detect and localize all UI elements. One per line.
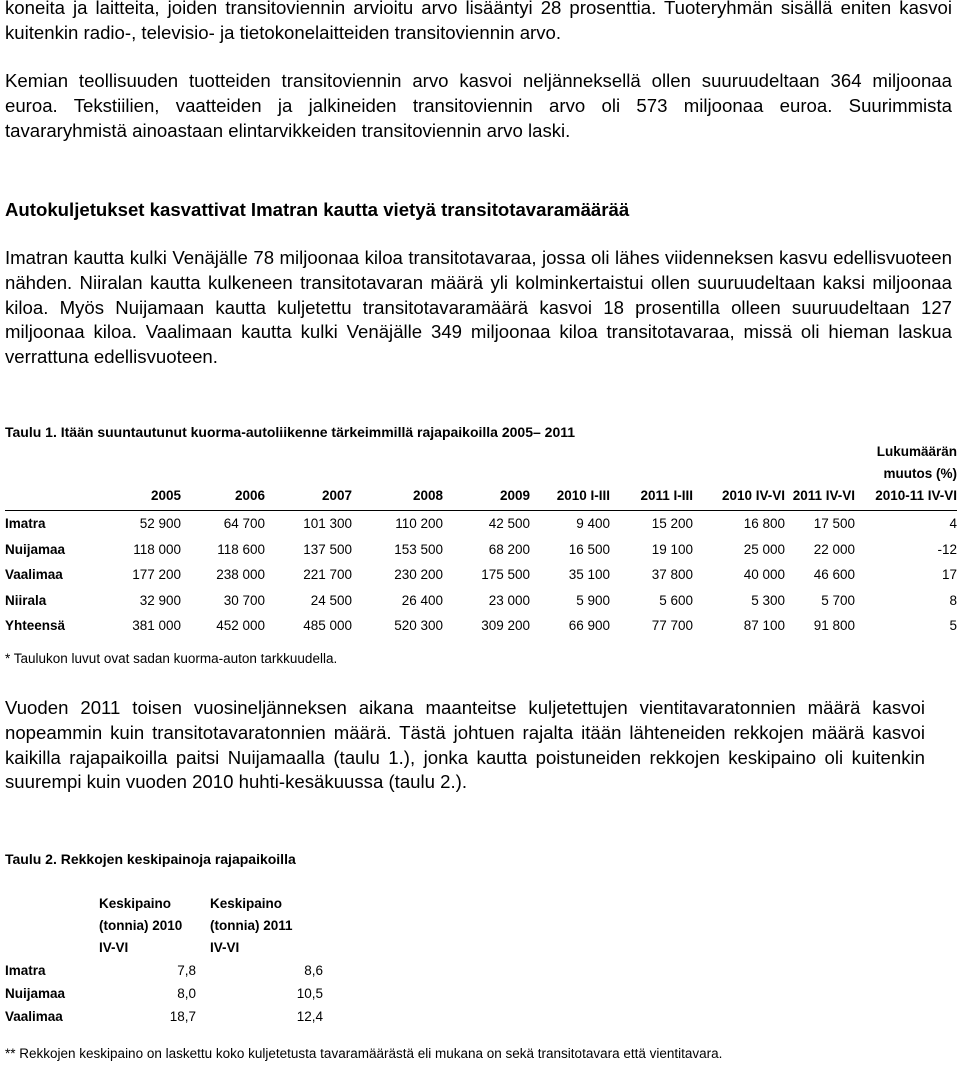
table2-col-header: Keskipaino (tonnia) 2011 IV-VI <box>210 896 293 955</box>
table2-header <box>5 893 335 961</box>
table1 <box>5 440 957 639</box>
paragraph-trucks: Vuoden 2011 toisen vuosineljänneksen aikana maanteitse kuljetettujen vientitavaratonnien määrä kasvoi nopeammin kuin transitotavaratonnien määrä. Tästä johtuen rajalta itään lähteneiden rekkojen määrä kasvoi kaikilla rajapaikoilla paitsi Nuijamaalla (taulu 1.), jonka kautta poistuneiden rekkojen keskipaino oli kuitenkin suurempi kuin vuoden 2010 huhti-kesäkuussa (taulu 2.). <box>5 697 925 793</box>
table1-col-header: 2009 <box>499 488 530 503</box>
table-cell: 8,6 <box>304 963 323 978</box>
table-cell: 10,5 <box>296 986 323 1001</box>
row-label: Imatra <box>5 963 46 978</box>
table-cell: 7,8 <box>177 963 196 978</box>
table1-header <box>5 440 957 510</box>
table-row <box>5 588 957 614</box>
table1-change-header-line3: 2010-11 IV-VI <box>875 488 957 503</box>
table2-note: ** Rekkojen keskipaino on laskettu koko kuljetetusta tavaramäärästä eli mukana on sekä transitotavara että vientitavara. <box>5 1046 723 1061</box>
row-label: Imatra <box>5 516 46 531</box>
table-cell: 137 500 <box>303 541 352 557</box>
table-cell: 177 200 <box>132 567 181 582</box>
table-cell: 25 000 <box>743 541 785 557</box>
table-cell: 32 900 <box>139 592 181 608</box>
table-cell: 26 400 <box>401 592 443 608</box>
table-cell: 77 700 <box>651 618 693 633</box>
table-row <box>5 961 335 984</box>
table-cell: 24 500 <box>310 592 352 608</box>
table1-col-header: 2005 <box>150 488 181 503</box>
table-row <box>5 511 957 537</box>
table-row <box>5 562 957 588</box>
table1-col-header: 2007 <box>321 488 352 503</box>
table-row <box>5 1007 335 1030</box>
table-cell: 118 600 <box>217 541 265 557</box>
table1-col-header: 2008 <box>412 488 443 503</box>
table1-change-header-line2: muutos (%) <box>883 466 957 481</box>
table-cell: 15 200 <box>651 516 693 531</box>
table1-change-header-line1: Lukumäärän <box>876 444 957 459</box>
table-cell: 16 800 <box>743 516 785 531</box>
table-cell: 9 400 <box>576 516 610 531</box>
table-cell: 35 100 <box>568 567 610 582</box>
table-cell: 30 700 <box>223 592 265 608</box>
table-cell: 452 000 <box>216 618 265 633</box>
section-heading: Autokuljetukset kasvattivat Imatran kautta vietyä transitotavaramäärää <box>5 199 630 220</box>
table-cell: 5 700 <box>821 592 855 608</box>
table2-caption: Taulu 2. Rekkojen keskipainoja rajapaikoilla <box>5 851 296 867</box>
table-cell: 381 000 <box>132 618 181 633</box>
table-cell: 22 000 <box>813 541 855 557</box>
table-cell: -12 <box>937 541 957 557</box>
table-cell: 16 500 <box>568 541 610 557</box>
row-label: Nuijamaa <box>5 541 66 557</box>
table-cell: 91 800 <box>813 618 855 633</box>
table-cell: 12,4 <box>296 1009 323 1024</box>
paragraph-chemistry: Kemian teollisuuden tuotteiden transitoviennin arvo kasvoi neljänneksellä ollen suuruudeltaan 364 miljoonaa euroa. Tekstiilien, vaatteiden ja jalkineiden transitoviennin arvo oli 573 miljoonaa euroa. Suurimmista tavararyhmistä ainoastaan elintarvikkeiden transitoviennin arvo laski. <box>5 70 952 141</box>
table-cell: 23 000 <box>488 592 530 608</box>
table-cell: 520 300 <box>394 618 443 633</box>
table-cell: 238 000 <box>216 567 265 582</box>
table-cell: 5 <box>949 618 957 633</box>
row-label: Yhteensä <box>5 618 66 633</box>
table-cell: 309 200 <box>481 618 530 633</box>
table1-col-header: 2010 IV-VI <box>721 488 785 503</box>
table1-col-header: 2011 I-III <box>640 488 693 503</box>
row-label: Vaalimaa <box>5 567 63 582</box>
table-cell: 37 800 <box>651 567 693 582</box>
table-cell: 153 500 <box>394 541 443 557</box>
table-row <box>5 613 957 639</box>
table-cell: 101 300 <box>303 516 352 531</box>
table-cell: 17 500 <box>813 516 855 531</box>
paragraph-intro: koneita ja laitteita, joiden transitoviennin arvioitu arvo lisääntyi 28 prosenttia. Tuoteryhmän sisällä eniten kasvoi kuitenkin radio-, televisio- ja tietokonelaitteiden transitoviennin arvo. <box>5 0 952 43</box>
table1-col-header: 2011 IV-VI <box>792 488 855 503</box>
table-cell: 4 <box>949 516 957 531</box>
paragraph-border-points: Imatran kautta kulki Venäjälle 78 miljoonaa kiloa transitotavaraa, jossa oli lähes viidenneksen kasvu edellisvuoteen nähden. Niiralan kautta kulkeneen transitotavaran määrä yli kolminkertaistui ollen suuruudeltaan kaksi miljoonaa kiloa. Myös Nuijamaan kautta kuljetettu transitotavaramäärä kasvoi 18 prosentilla olleen suuruudeltaan 127 miljoonaa kiloa. Vaalimaan kautta kulki Venäjälle 349 miljoonaa kiloa transitotavaraa, missä oli hieman laskua verrattuna edellisvuoteen. <box>5 247 952 368</box>
table2 <box>5 893 335 1030</box>
row-label: Nuijamaa <box>5 986 66 1001</box>
table-cell: 5 300 <box>751 592 785 608</box>
table1-col-header: 2006 <box>234 488 265 503</box>
table1-body <box>5 511 957 639</box>
row-label: Niirala <box>5 592 47 608</box>
table-cell: 485 000 <box>303 618 352 633</box>
table1-caption: Taulu 1. Itään suuntautunut kuorma-autoliikenne tärkeimmillä rajapaikoilla 2005– 2011 <box>5 424 576 440</box>
table-cell: 230 200 <box>394 567 443 582</box>
table-cell: 5 600 <box>659 592 693 608</box>
table-cell: 18,7 <box>169 1009 196 1024</box>
row-label: Vaalimaa <box>5 1009 63 1024</box>
table-cell: 52 900 <box>139 516 181 531</box>
table2-col-header: Keskipaino (tonnia) 2010 IV-VI <box>99 896 183 955</box>
table-cell: 46 600 <box>813 567 855 582</box>
table-cell: 175 500 <box>481 567 530 582</box>
table-cell: 110 200 <box>395 516 443 531</box>
table-cell: 68 200 <box>488 541 530 557</box>
table-cell: 8,0 <box>177 986 196 1001</box>
table-cell: 221 700 <box>303 567 352 582</box>
table2-body <box>5 961 335 1030</box>
table-row <box>5 984 335 1007</box>
table-row <box>5 537 957 563</box>
table-cell: 118 000 <box>133 541 181 557</box>
table-cell: 8 <box>949 592 957 608</box>
table-cell: 17 <box>941 567 957 582</box>
table-cell: 66 900 <box>568 618 610 633</box>
table-cell: 40 000 <box>743 567 785 582</box>
table1-note: * Taulukon luvut ovat sadan kuorma-auton tarkkuudella. <box>5 651 338 666</box>
table1-col-header: 2010 I-III <box>556 488 610 503</box>
table-cell: 87 100 <box>743 618 785 633</box>
table-cell: 64 700 <box>223 516 265 531</box>
table-cell: 42 500 <box>488 516 530 531</box>
table-cell: 5 900 <box>576 592 610 608</box>
table-cell: 19 100 <box>651 541 693 557</box>
